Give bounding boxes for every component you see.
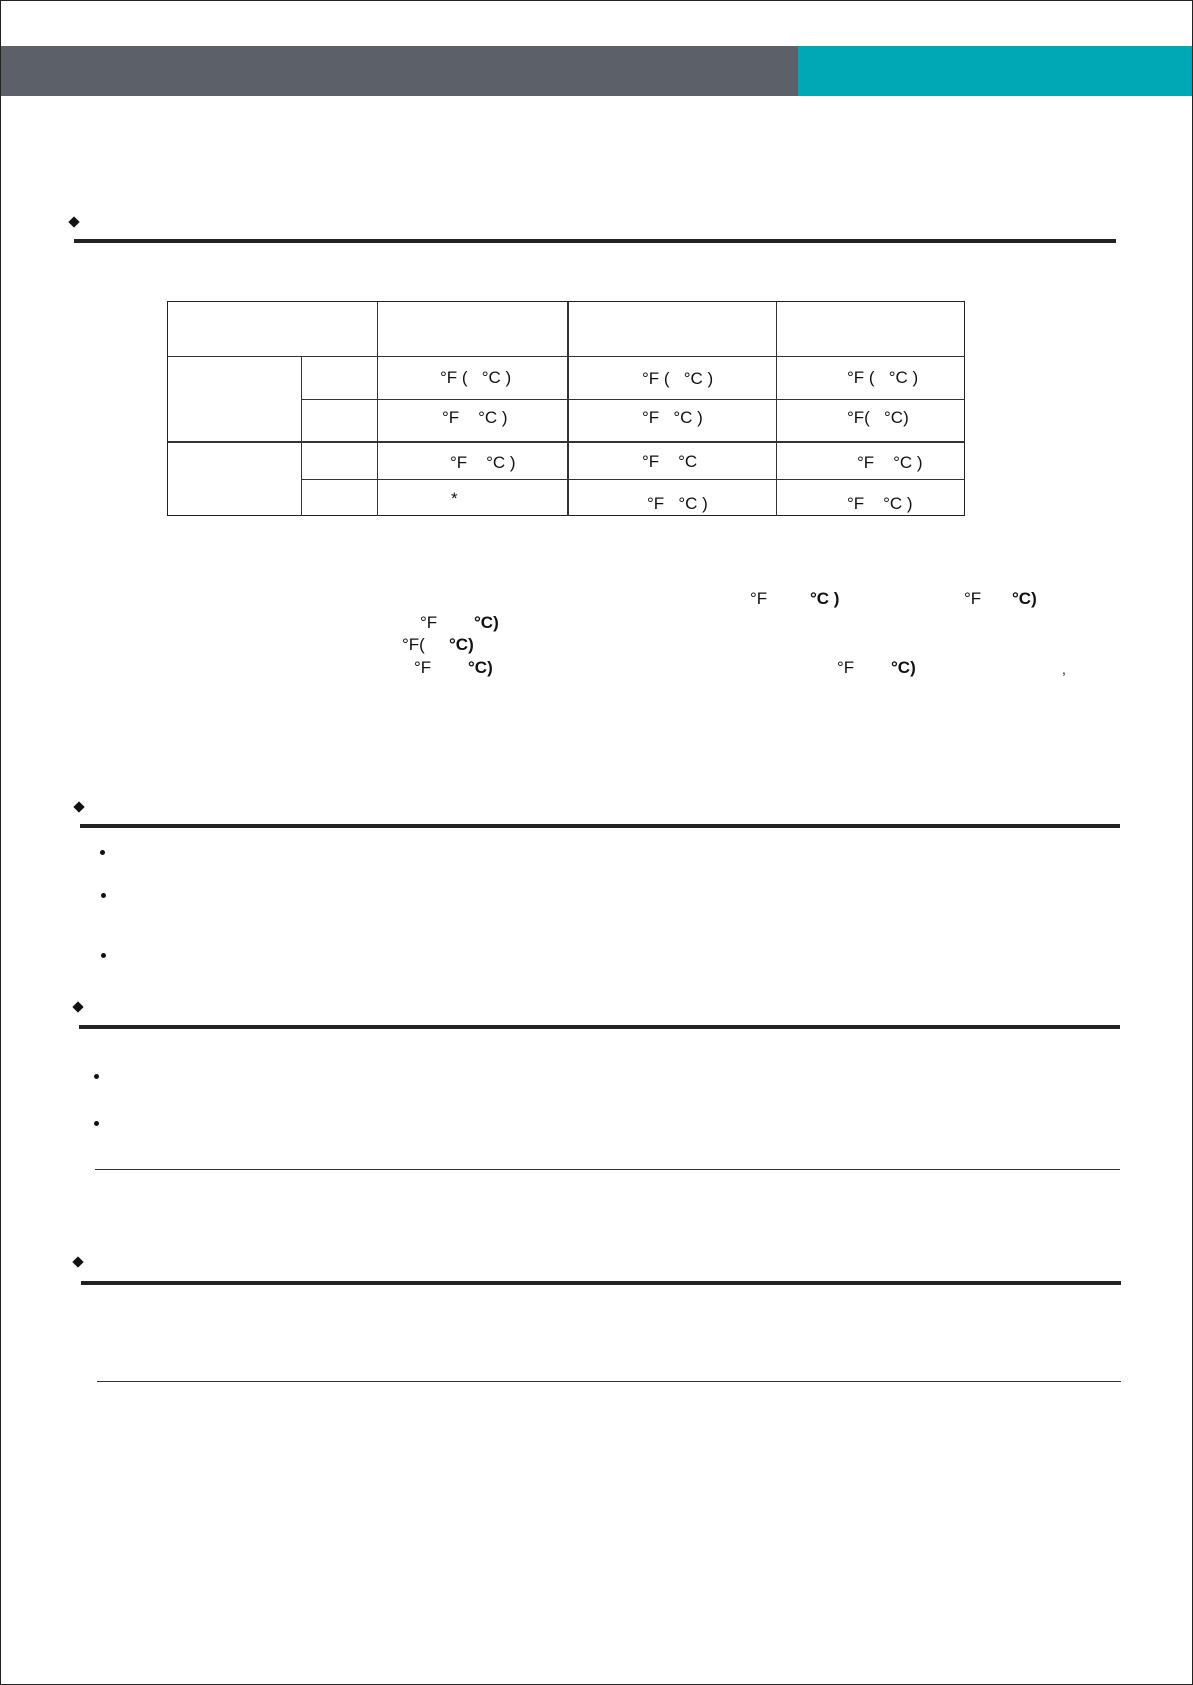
table-cell: °F °C ) (450, 453, 516, 472)
note-fragment: °F (414, 658, 432, 677)
note-fragment-bold: °C) (1012, 589, 1037, 608)
table-divider (301, 399, 965, 400)
table-cell: * (451, 489, 458, 508)
bullet-dot-icon (94, 1074, 99, 1079)
section-rule (80, 824, 1120, 828)
note-fragment-bold: °C) (474, 613, 499, 632)
table-divider (377, 302, 378, 516)
table-cell: °F( °C) (847, 408, 909, 427)
note-fragment-bold: °C ) (810, 589, 840, 608)
section-rule (81, 1281, 1121, 1285)
note-fragment-bold: °C) (449, 635, 474, 654)
header-bar (1, 46, 1192, 96)
bullet-dot-icon (101, 893, 106, 898)
table-cell: °F ( °C ) (847, 368, 919, 387)
note-fragment: °F( (402, 635, 425, 654)
note-fragment (449, 635, 474, 655)
header-teal-band (798, 46, 1192, 96)
table-cell: °F °C ) (647, 494, 708, 513)
note-fragment: °F (750, 589, 768, 608)
table-cell: °F °C ) (642, 408, 703, 427)
table-divider (301, 479, 965, 480)
table-divider (168, 441, 965, 443)
table-divider (301, 356, 302, 516)
table-divider (168, 356, 965, 357)
note-fragment: °F (420, 613, 438, 632)
bullet-dot-icon (100, 850, 105, 855)
note-fragment (810, 589, 839, 609)
table-cell: °F ( °C ) (642, 369, 714, 388)
note-fragment-bold: °C) (468, 658, 493, 677)
section-rule (79, 1025, 1120, 1029)
note-fragment (468, 658, 493, 678)
table-cell: °F ( °C ) (440, 368, 512, 387)
note-fragment (1012, 589, 1037, 609)
note-fragment: °F (964, 589, 982, 608)
note-fragment (891, 658, 916, 678)
header-gray-band (1, 46, 798, 96)
table-cell: °F °C (642, 452, 698, 471)
divider-line (97, 1381, 1121, 1382)
table-divider (567, 302, 569, 516)
note-fragment: °F (837, 658, 855, 677)
table-cell: °F °C ) (442, 408, 508, 427)
bullet-dot-icon (101, 953, 106, 958)
table-cell: °F °C ) (857, 453, 923, 472)
divider-line (95, 1169, 1120, 1170)
table-cell: °F °C ) (847, 494, 913, 513)
note-comma: , (1062, 661, 1066, 677)
spec-table (167, 301, 965, 516)
note-fragment (474, 613, 499, 633)
table-divider (776, 302, 777, 516)
section-rule (74, 239, 1116, 243)
note-fragment-bold: °C) (891, 658, 916, 677)
bullet-dot-icon (94, 1121, 99, 1126)
